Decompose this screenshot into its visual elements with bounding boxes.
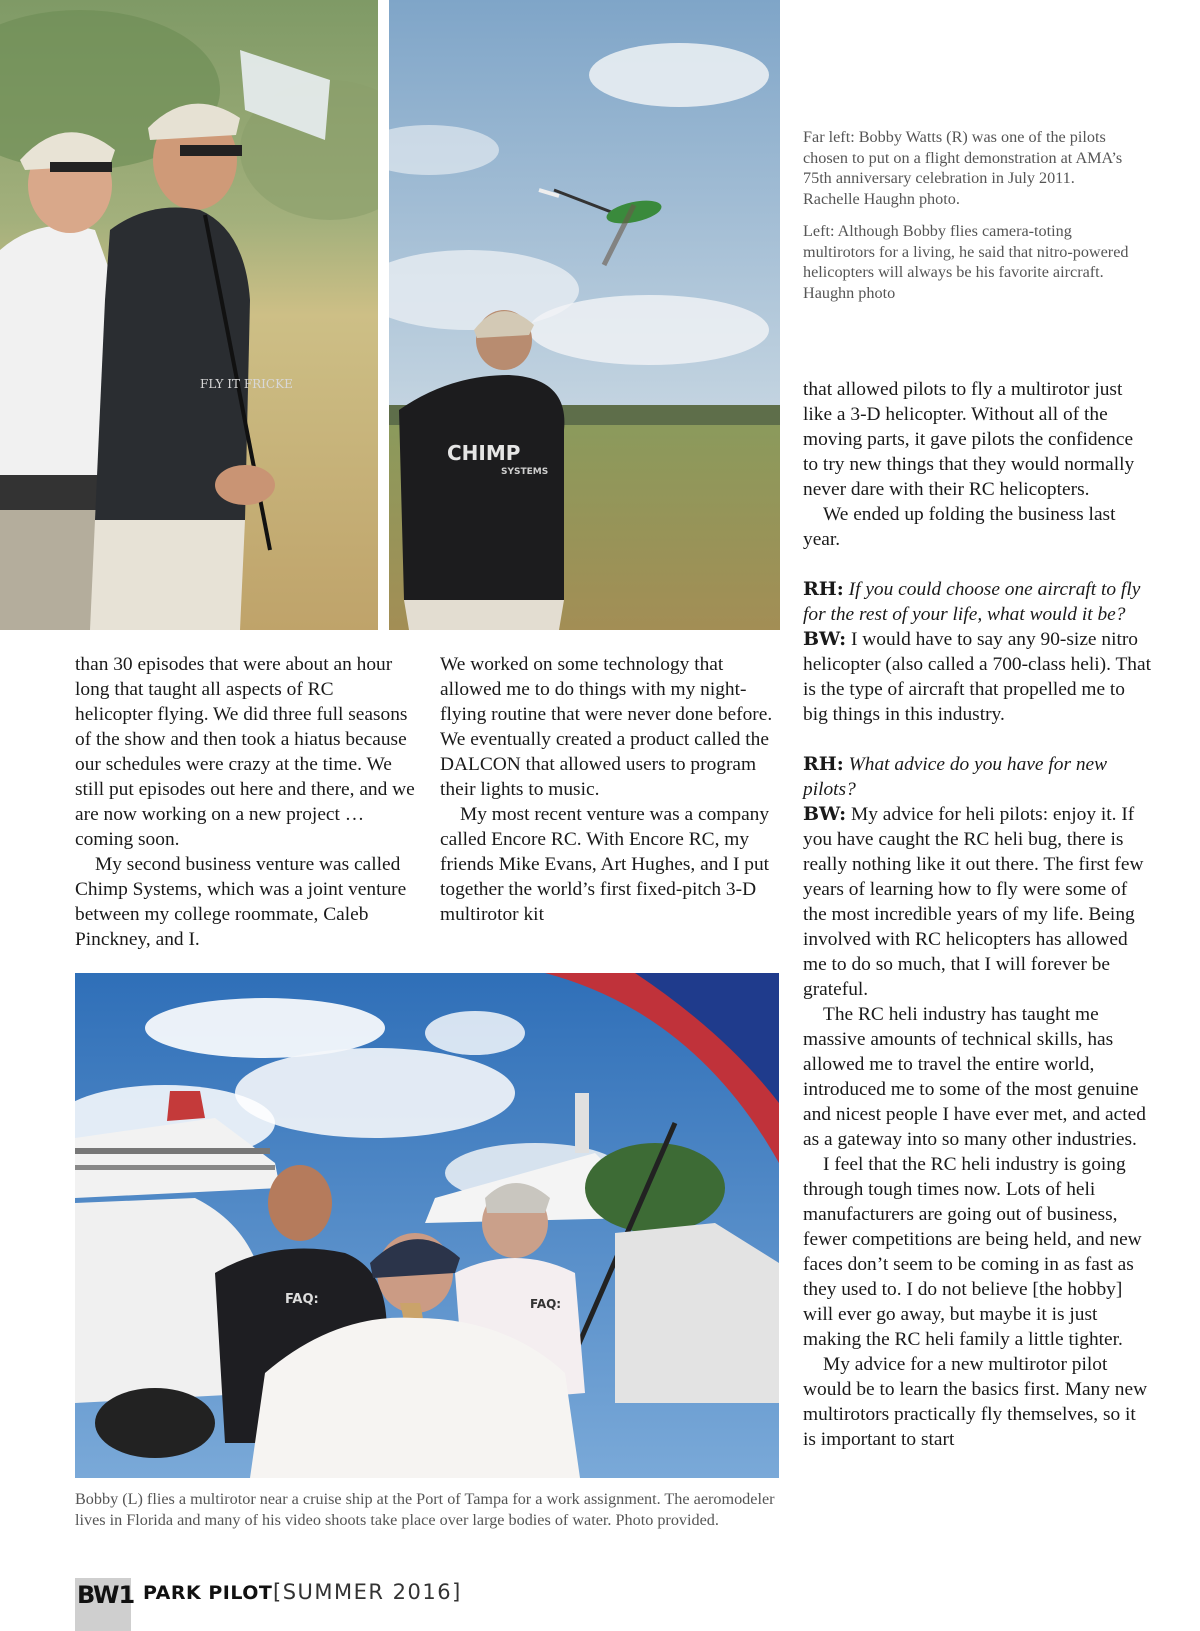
caption-far-left: Far left: Bobby Watts (R) was one of the pilots chosen to put on a flight demonstration at AMA’s 75th anniversary celebration in July 2011. Rachelle Haughn photo. (803, 128, 1123, 208)
text-column-1 (75, 652, 415, 952)
bottom-caption (75, 1489, 775, 1542)
answer-text: I would have to say any 90-size nitro helicopter (also called a 700-class heli). That is the type of aircraft that propelled me to big things in this industry. (803, 629, 1151, 725)
col3-paragraph-3: The RC heli industry has taught me massive amounts of technical skills, has allowed me to travel the entire world, introduced me to some of the most genuine and nicest people I have ever met, and acted as a gateway into so many other industries. (803, 1004, 1146, 1150)
answer-2 (803, 802, 1151, 1002)
question-text: What advice do you have for new pilots? (803, 754, 1108, 800)
issue-label: [SUMMER 2016] (273, 1580, 462, 1604)
question-tag: RH: (803, 578, 844, 600)
col2-paragraph-2: My most recent venture was a company called Encore RC. With Encore RC, my friends Mike Evans, Art Hughes, and I put together the world’s first fixed-pitch 3-D multirotor kit (440, 804, 770, 925)
col2-paragraph-1: We worked on some technology that allowed me to do things with my night-flying routine that were never done before. We eventually created a product called the DALCON that allowed users to program their lights to music. (440, 654, 773, 800)
answer-text: My advice for heli pilots: enjoy it. If you have caught the RC heli bug, there is really nothing like it out there. The first few years of learning how to fly were some of the most incredible years of my life. Being involved with RC helicopters has allowed me to do so much, that I will forever be grateful. (803, 804, 1144, 1000)
col1-paragraph-1: than 30 episodes that were about an hour long that taught all aspects of RC helicopter flying. We did three full seasons of the show and then took a hiatus because our schedules were crazy at the time. We still put episodes out here and there, and we are now working on a new project … coming soon. (75, 654, 415, 850)
shirt-text: FAQ: (530, 1297, 562, 1311)
answer-1 (803, 627, 1151, 727)
answer-tag: BW: (803, 803, 847, 825)
photo-cruise-ship (75, 973, 779, 1478)
question-tag: RH: (803, 753, 844, 775)
shirt-text: CHIMP (447, 441, 521, 465)
photo-two-pilots (0, 0, 378, 630)
photo-helicopter-pilot (389, 0, 780, 630)
question-1 (803, 577, 1151, 627)
col1-paragraph-2: My second business venture was called Chimp Systems, which was a joint venture between my college roommate, Caleb Pinckney, and I. (75, 854, 407, 950)
col3-paragraph-5: My advice for a new multirotor pilot would be to learn the basics first. Many new multirotors practically fly themselves, so it is important to start (803, 1354, 1148, 1450)
text-column-2 (440, 652, 783, 927)
shirt-text: SYSTEMS (501, 467, 549, 477)
answer-tag: BW: (803, 628, 847, 650)
magazine-name: PARK PILOT (143, 1582, 273, 1604)
col3-paragraph-1: that allowed pilots to fly a multirotor just like a 3-D helicopter. Without all of the moving parts, it gave pilots the confidence to try new things that they would normally never dare with their RC helicopters. (803, 379, 1135, 500)
question-text: If you could choose one aircraft to fly for the rest of your life, what would it be? (803, 579, 1141, 625)
page-footer (75, 1578, 775, 1631)
shirt-text: FLY IT FRICKE (200, 377, 293, 391)
page-number: BW1 (75, 1578, 131, 1631)
col3-paragraph-4: I feel that the RC heli industry is going through tough times now. Lots of heli manufacturers are going out of business, fewer competitions are being held, and new faces don’t seem to be coming in as fast as they used to. I do not believe [the hobby] will ever go away, but maybe it is just making the RC heli family a little tighter. (803, 1154, 1142, 1350)
caption-left: Left: Although Bobby flies camera-toting multirotors for a living, he said that nitro-powered helicopters will always be his favorite aircraft. Haughn photo (803, 222, 1129, 302)
shirt-text: FAQ: (285, 1292, 319, 1307)
text-column-3 (803, 377, 1151, 1452)
top-captions (803, 127, 1133, 315)
col3-paragraph-2: We ended up folding the business last year. (803, 504, 1116, 550)
question-2 (803, 752, 1151, 802)
caption-cruise-ship: Bobby (L) flies a multirotor near a cruise ship at the Port of Tampa for a work assignment. The aeromodeler lives in Florida and many of his video shoots take place over large bodies of water. Photo provided. (75, 1490, 775, 1529)
